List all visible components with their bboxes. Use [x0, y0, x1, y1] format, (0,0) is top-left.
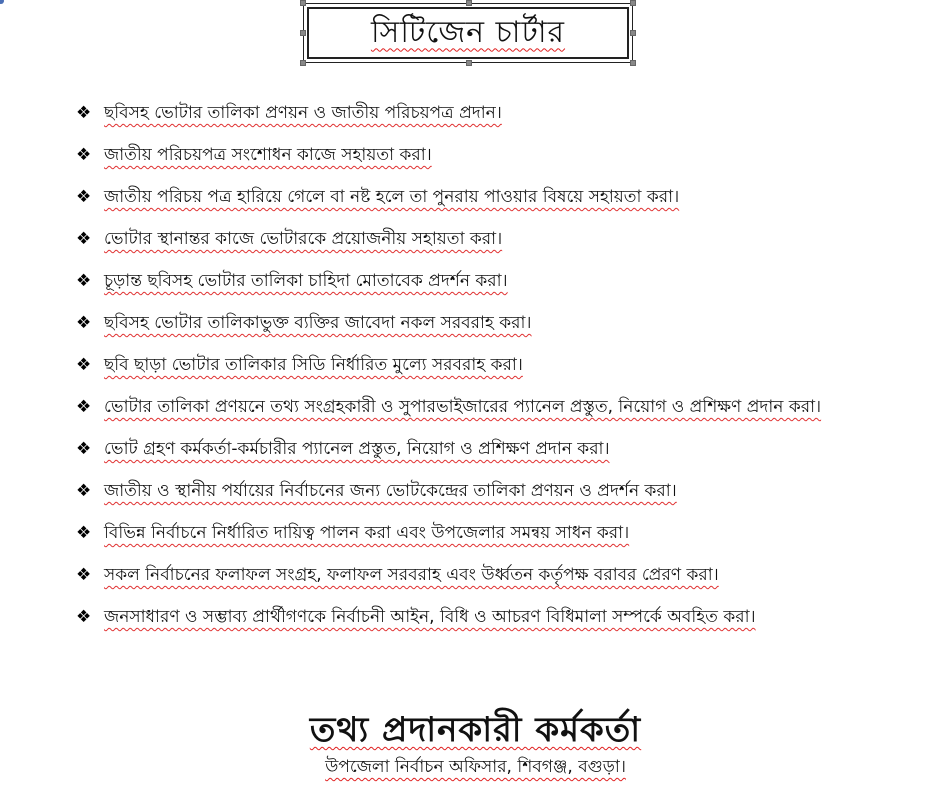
list-item	[76, 386, 906, 428]
list-item-text: জাতীয় পরিচয়পত্র সংশোধন কাজে সহায়তা করা।	[104, 145, 432, 165]
list-item-text: জাতীয় ও স্থানীয় পর্যায়ের নির্বাচনের জন্য ভোটকেন্দ্রের তালিকা প্রণয়ন ও প্রদর্শন করা।	[104, 481, 677, 501]
list-item-text: ভোটার তালিকা প্রণয়নে তথ্য সংগ্রহকারী ও সুপারভাইজারের প্যানেল প্রস্তুত, নিয়োগ ও প্রশিক্ষণ প্রদান করা।	[104, 397, 822, 417]
diamond-bullet-icon: ❖	[76, 523, 92, 543]
diamond-bullet-icon: ❖	[76, 187, 92, 207]
list-item	[76, 260, 906, 302]
information-officer-heading: তথ্য প্রদানকারী কর্মকর্তা	[309, 710, 642, 750]
list-item	[76, 428, 906, 470]
title-frame	[307, 7, 629, 59]
list-item-text: ছবিসহ ভোটার তালিকা প্রণয়ন ও জাতীয় পরিচয়পত্র প্রদান।	[104, 103, 502, 123]
resize-handle-top-center[interactable]	[466, 0, 472, 6]
diamond-bullet-icon: ❖	[76, 355, 92, 375]
diamond-bullet-icon: ❖	[76, 439, 92, 459]
list-item	[76, 218, 906, 260]
list-item-text: ছবিসহ ভোটার তালিকাভুক্ত ব্যক্তির জাবেদা নকল সরবরাহ করা।	[104, 313, 532, 333]
list-item-text: চূড়ান্ত ছবিসহ ভোটার তালিকা চাহিদা মোতাবেক প্রদর্শন করা।	[104, 271, 508, 291]
officer-address: উপজেলা নির্বাচন অফিসার, শিবগঞ্জ, বগুড়া।	[325, 757, 626, 777]
list-item-text: জনসাধারণ ও সম্ভাব্য প্রার্থীগণকে নির্বাচনী আইন, বিধি ও আচরণ বিধিমালা সম্পর্কে অবহিত করা।	[104, 607, 756, 627]
list-item-text: ভোটার স্থানান্তর কাজে ভোটারকে প্রয়োজনীয় সহায়তা করা।	[104, 229, 503, 249]
list-item-text: জাতীয় পরিচয় পত্র হারিয়ে গেলে বা নষ্ট হলে তা পুনরায় পাওয়ার বিষয়ে সহায়তা করা।	[104, 187, 680, 207]
resize-handle-middle-right[interactable]	[630, 30, 636, 36]
diamond-bullet-icon: ❖	[76, 103, 92, 123]
resize-handle-middle-left[interactable]	[300, 30, 306, 36]
list-item-text: ছবি ছাড়া ভোটার তালিকার সিডি নির্ধারিত মুল্যে সরবরাহ করা।	[104, 355, 523, 375]
resize-handle-bottom-right[interactable]	[630, 60, 636, 66]
diamond-bullet-icon: ❖	[76, 565, 92, 585]
list-item	[76, 596, 906, 638]
diamond-bullet-icon: ❖	[76, 145, 92, 165]
resize-handle-bottom-left[interactable]	[300, 60, 306, 66]
diamond-bullet-icon: ❖	[76, 397, 92, 417]
list-item	[76, 344, 906, 386]
diamond-bullet-icon: ❖	[76, 313, 92, 333]
list-item-text: সকল নির্বাচনের ফলাফল সংগ্রহ, ফলাফল সরবরাহ এবং উর্ধ্বতন কর্তৃপক্ষ বরাবর প্রেরণ করা।	[104, 565, 719, 585]
diamond-bullet-icon: ❖	[76, 229, 92, 249]
list-item	[76, 554, 906, 596]
list-item-text: ভোট গ্রহণ কর্মকর্তা-কর্মচারীর প্যানেল প্রস্তুত, নিয়োগ ও প্রশিক্ষণ প্রদান করা।	[104, 439, 610, 459]
list-item	[76, 302, 906, 344]
resize-handle-bottom-center[interactable]	[466, 60, 472, 66]
title-text-box[interactable]	[303, 3, 633, 63]
list-item-text: বিভিন্ন নির্বাচনে নির্ধারিত দায়িত্ব পালন করা এবং উপজেলার সমন্বয় সাধন করা।	[104, 523, 630, 543]
diamond-bullet-icon: ❖	[76, 271, 92, 291]
diamond-bullet-icon: ❖	[76, 481, 92, 501]
diamond-bullet-icon: ❖	[76, 607, 92, 627]
list-item	[76, 134, 906, 176]
resize-handle-top-left[interactable]	[300, 0, 306, 6]
list-item	[76, 92, 906, 134]
charter-list	[76, 92, 906, 638]
cursor-indicator	[0, 0, 4, 4]
list-item	[76, 176, 906, 218]
list-item	[76, 470, 906, 512]
resize-handle-top-right[interactable]	[630, 0, 636, 6]
list-item	[76, 512, 906, 554]
document-title: সিটিজেন চার্টার	[370, 14, 566, 50]
